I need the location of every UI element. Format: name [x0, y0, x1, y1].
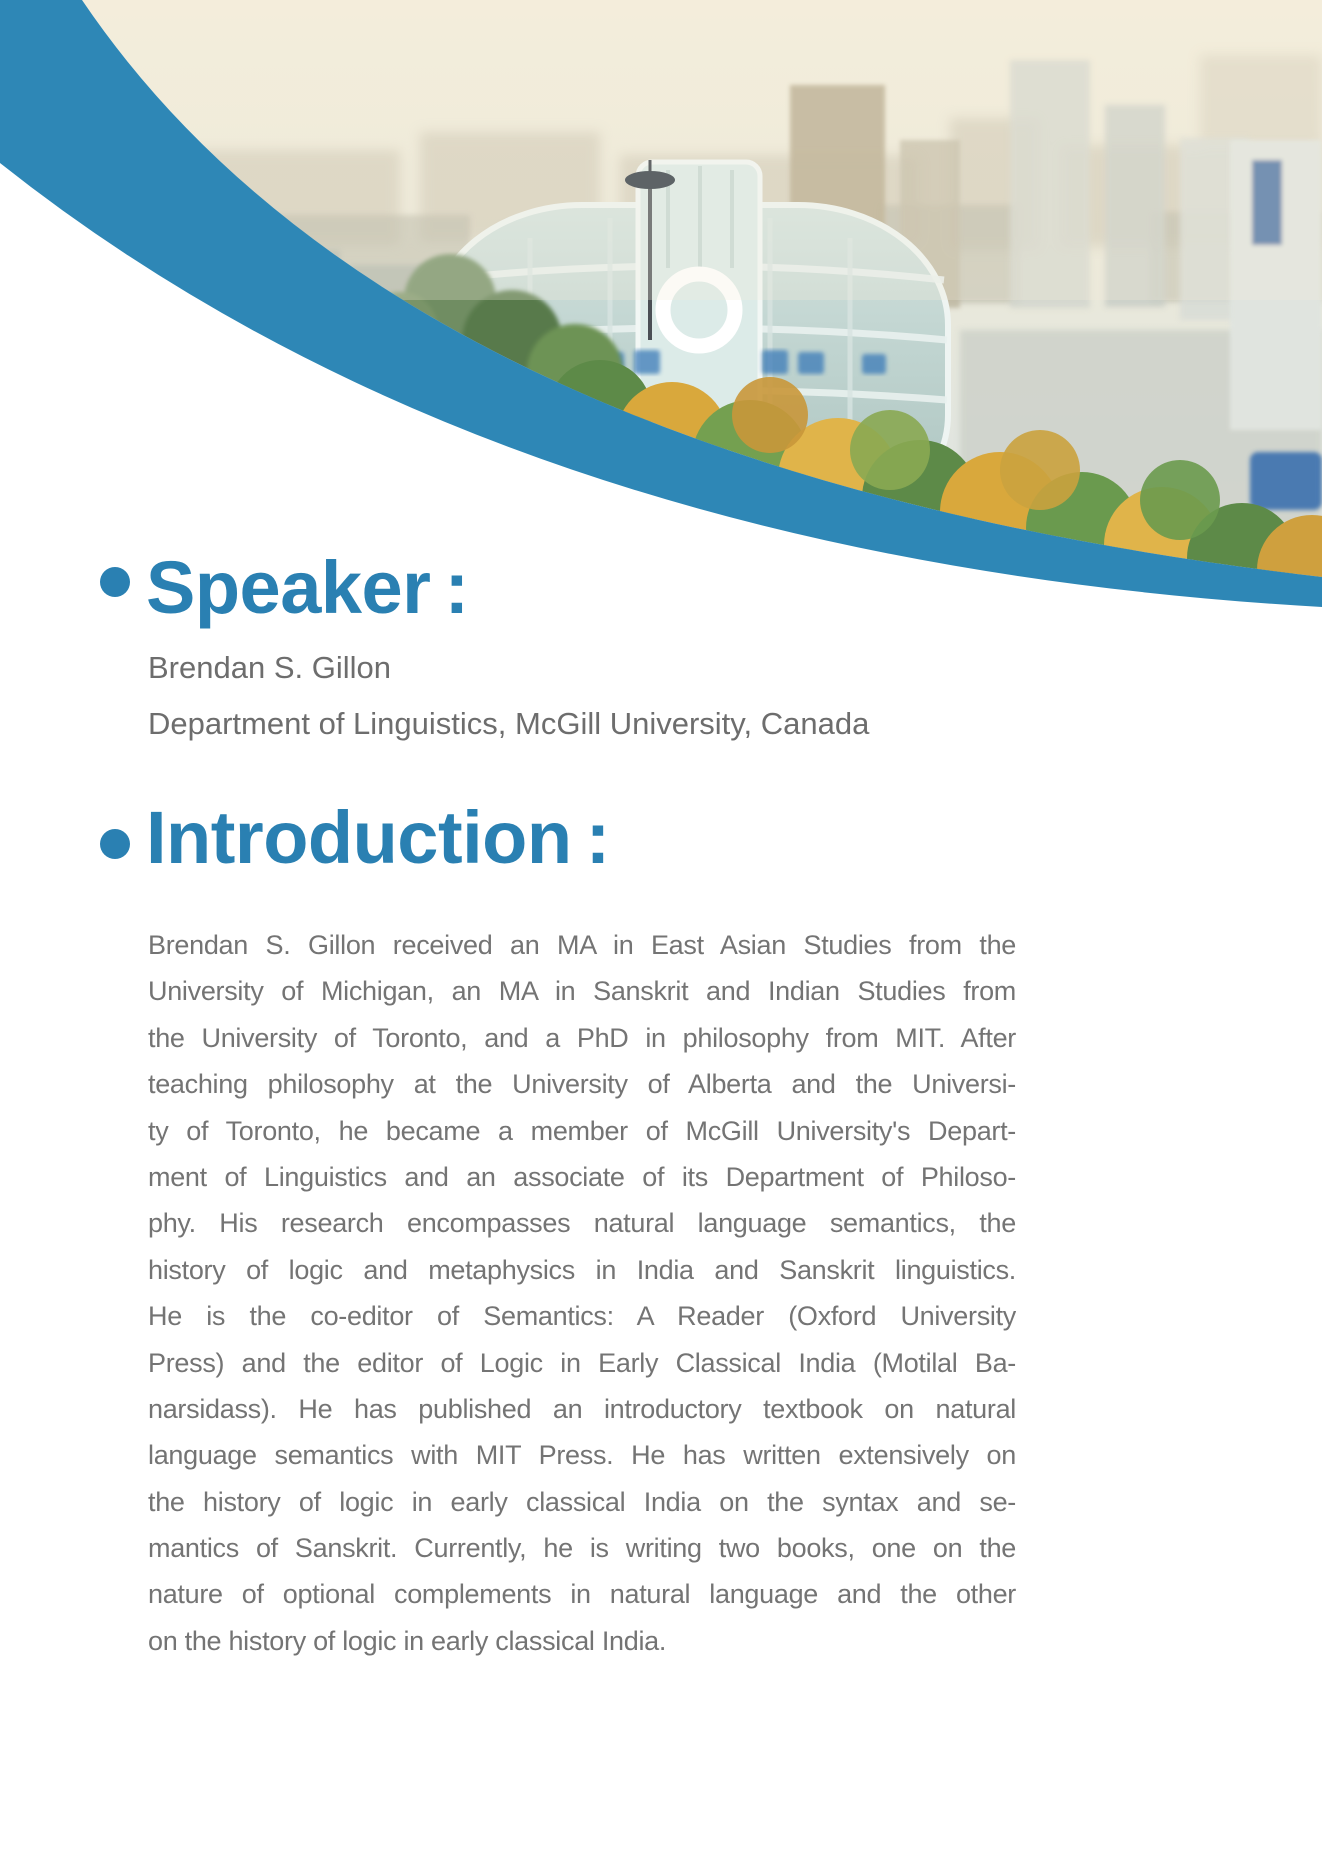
- body-text-line: nature of optional complements in natural language and the other: [148, 1579, 1016, 1610]
- introduction-heading: [146, 790, 610, 886]
- speaker-name: Brendan S. Gillon: [148, 650, 391, 685]
- campus-photo: [0, 0, 1322, 620]
- introduction-heading-colon: :: [585, 796, 610, 879]
- speaker-bullet-icon: [100, 567, 130, 597]
- body-text-line: phy. His research encompasses natural language semantics, the: [148, 1208, 1016, 1239]
- body-text-line: the University of Toronto, and a PhD in philosophy from MIT. After: [148, 1022, 1016, 1053]
- body-text-line: University of Michigan, an MA in Sanskrit and Indian Studies from: [148, 976, 1016, 1007]
- introduction-bullet-icon: [100, 829, 130, 859]
- introduction-body: [148, 922, 1016, 1664]
- body-text-line: Brendan S. Gillon received an MA in East Asian Studies from the: [148, 930, 1016, 960]
- body-text-line: He is the co-editor of Semantics: A Reader (Oxford University: [148, 1301, 1016, 1332]
- body-text-line: language semantics with MIT Press. He has written extensively on: [148, 1440, 1016, 1471]
- body-text-line: history of logic and metaphysics in India and Sanskrit linguistics.: [148, 1254, 1016, 1285]
- body-text-line: Press) and the editor of Logic in Early Classical India (Motilal Ba-: [148, 1347, 1016, 1378]
- body-text-line: narsidass). He has published an introductory textbook on natural: [148, 1393, 1016, 1424]
- speaker-heading-text: Speaker: [146, 546, 431, 629]
- speaker-affiliation: Department of Linguistics, McGill University, Canada: [148, 706, 870, 741]
- body-text-line: the history of logic in early classical India on the syntax and se-: [148, 1486, 1016, 1517]
- body-text-line: teaching philosophy at the University of Alberta and the Universi-: [148, 1069, 1016, 1100]
- body-text-line: on the history of logic in early classical India.: [148, 1625, 667, 1656]
- introduction-heading-text: Introduction: [146, 796, 572, 879]
- blue-truck: [1250, 452, 1322, 510]
- header-banner: [0, 0, 1322, 620]
- body-text-line: mantics of Sanskrit. Currently, he is writing two books, one on the: [148, 1533, 1016, 1564]
- body-text-line: ment of Linguistics and an associate of its Department of Philoso-: [148, 1161, 1016, 1192]
- speaker-heading-colon: :: [444, 546, 469, 629]
- speaker-heading: [146, 540, 469, 636]
- body-text-line: ty of Toronto, he became a member of McGill University's Depart-: [148, 1115, 1016, 1146]
